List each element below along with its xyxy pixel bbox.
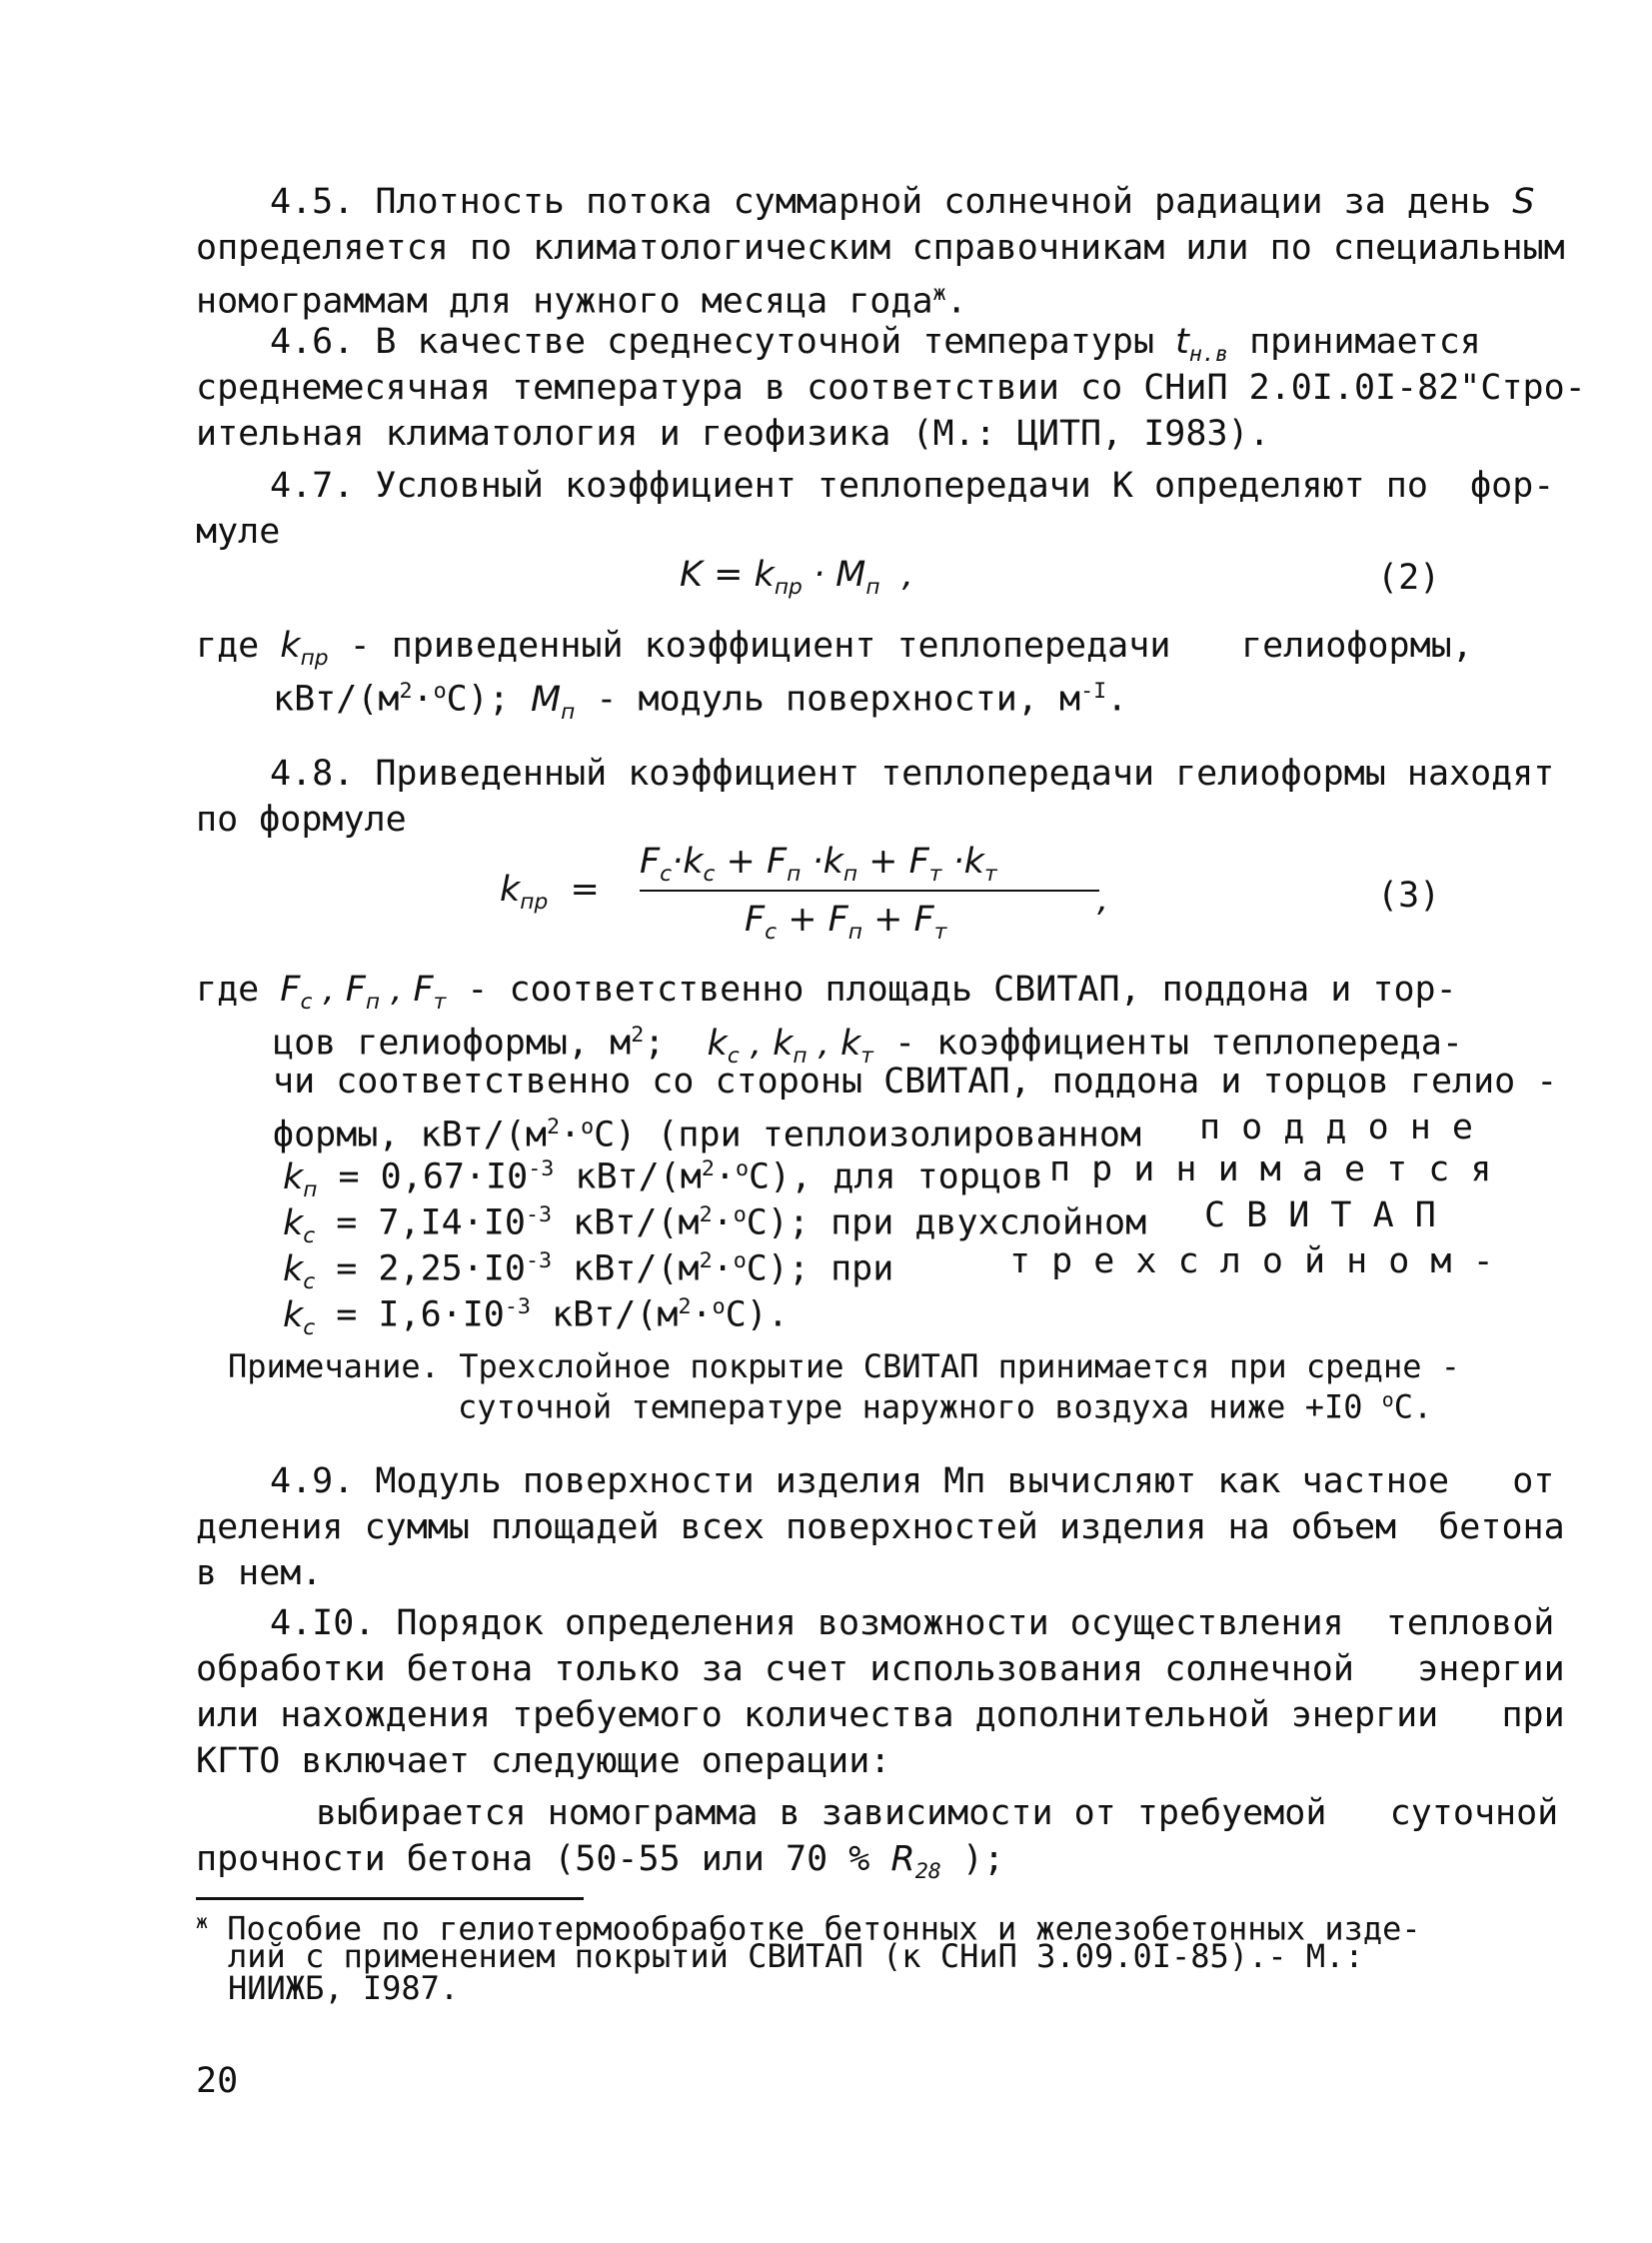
p410-line6: прочности бетона (50-55 или 70 % $R_{28}$ ); (196, 1839, 1005, 1884)
equation-3-number: (3) (1377, 876, 1441, 916)
footnote-separator (196, 1897, 584, 1900)
footnote-line3: НИИЖБ, I987. (228, 1969, 460, 2007)
where2-line2: цов гелиоформы, $м^2$; $k_c$ , $k_п$ , $k_т$ - коэффициенты теплопереда- (273, 1023, 1463, 1069)
footnote-mark: ж (196, 1910, 208, 1933)
where2-line6: $k_c = 7,I4\cdot I0^{-3}$ кВт/$(м^2\cdot^oC)$; при двухслойном (283, 1202, 1147, 1248)
var-s: S (1512, 182, 1535, 222)
p48-line1: 4.8. Приведенный коэффициент теплопередачи гелиоформы находят (270, 754, 1555, 794)
p410-line5: выбирается номограмма в зависимости от требуемой суточной (316, 1793, 1559, 1833)
equation-2: $K = k_{пр} \cdot M_п$ , (680, 555, 913, 600)
where1-line1-end: гелиоформы, (1241, 626, 1473, 666)
equation-3-denominator: $F_c + F_п + F_т$ (745, 900, 947, 945)
p47-line1: 4.7. Условный коэффициент теплопередачи К определяют по фор- (270, 466, 1555, 506)
where2-line7: $k_c = 2,25\cdot I0^{-3}$ кВт/$(м^2\cdot^oC)$; при (283, 1248, 894, 1294)
where2-line8: $k_c = I,6\cdot I0^{-3}$ кВт/$(м^2\cdot^oC)$. (283, 1294, 789, 1340)
p49-line3: в нем. (196, 1553, 323, 1593)
where2-line4: формы, кВт/$(м^2\cdot^oC)$ (при теплоизолированном (273, 1115, 1142, 1155)
p48-line2: по формуле (196, 800, 407, 840)
footnote-mark: ж (932, 281, 946, 306)
p410-line2: обработки бетона только за счет использования солнечной энергии (196, 1649, 1565, 1689)
where2-line7-end: т р е х с л о й н о м - (1009, 1241, 1494, 1281)
p47-line2: муле (196, 512, 281, 552)
footnote-line2: лий с применением покрытий СВИТАП (к СНиП 3.09.0I-85).- М.: (228, 1937, 1364, 1975)
p49-line2: деления суммы площадей всех поверхностей изделия на объем бетона (196, 1507, 1565, 1547)
p46-line3: ительная климатология и геофизика (М.: ЦИТП, I983). (196, 414, 1270, 454)
note-line2: суточной температуре наружного воздуха ниже +I0 $^o$С. (458, 1387, 1433, 1426)
equation-3-numerator: $F_c\cdot k_c + F_п \cdot k_п + F_т \cdot k_т$ (640, 842, 997, 887)
where1-line1: где $k_{пр}$ - приведенный коэффициент теплопередачи (196, 626, 1171, 671)
where2-line1: где $F_c$ , $F_п$ , $F_т$ - соответственно площадь СВИТАП, поддона и тор- (196, 970, 1457, 1015)
equation-2-number: (2) (1377, 558, 1441, 598)
p410-line4: КГТО включает следующие операции: (196, 1741, 891, 1781)
equation-3-fraction-bar (640, 890, 1099, 892)
where2-line4-end: п о д д о н е (1199, 1108, 1473, 1147)
where2-line3: чи соответственно со стороны СВИТАП, поддона и торцов гелио - (273, 1062, 1558, 1102)
where2-line6-end: С В И Т А П (1204, 1195, 1436, 1235)
where2-line5: $k_п = 0,67\cdot I0^{-3}$ кВт/$(м^2\cdot^oC)$, для торцов (283, 1156, 1044, 1202)
p45-line2: определяется по климатологическим справочникам или по специальным (196, 228, 1565, 268)
p410-line3: или нахождения требуемого количества дополнительной энергии при (196, 1695, 1565, 1735)
equation-3-lhs: $k_{пр}$ = (500, 870, 600, 915)
where2-line5-end: п р и н и м а е т с я (1049, 1149, 1492, 1189)
p49-line1: 4.9. Модуль поверхности изделия Мп вычисляют как частное от (270, 1461, 1555, 1501)
p46-line1: 4.6. В качестве среднесуточной температуры $t_{н.в}$ принимается (270, 322, 1481, 367)
footnote-line1: $^ж$ Пособие по гелиотермообработке бетонных и железобетонных изде- (196, 1909, 1421, 1948)
p45-line3: номограммам для нужного месяца года$^ж$. (196, 281, 967, 322)
page-number: 20 (196, 2061, 239, 2101)
p410-line1: 4.I0. Порядок определения возможности осуществления тепловой (270, 1603, 1555, 1643)
note-line1: Примечание. Трехслойное покрытие СВИТАП принимается при средне - (228, 1347, 1460, 1385)
p46-line2: среднемесячная температура в соответствии со СНиП 2.0I.0I-82"Стро- (196, 368, 1586, 408)
where1-line2: кВт/$(м^2\cdot^oC)$; $M_п$ - модуль поверхности, $м^{-I}$. (273, 679, 1128, 725)
equation-3-comma: , (1097, 880, 1109, 920)
p45-line1: 4.5. Плотность потока суммарной солнечной радиации за день S (270, 182, 1535, 222)
